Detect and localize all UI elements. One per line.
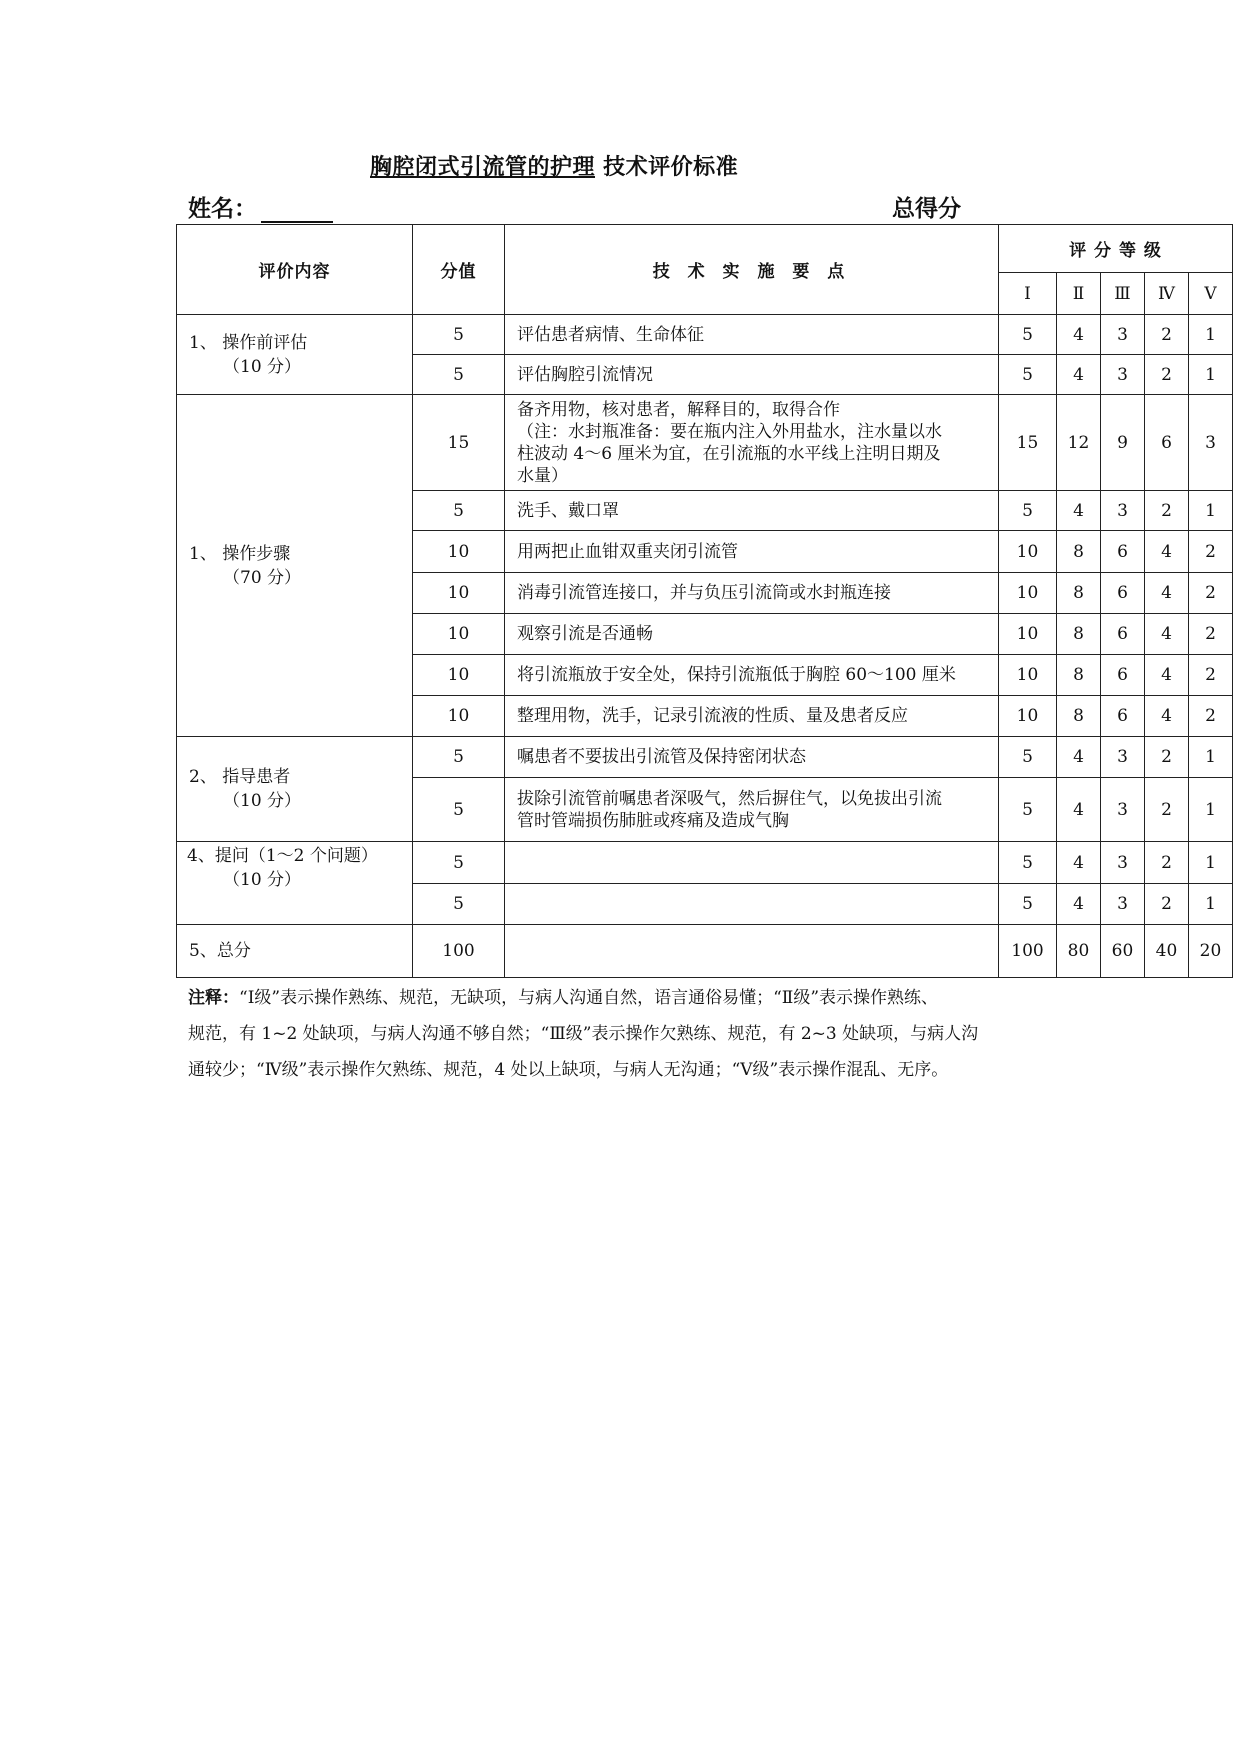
level-3: Ⅲ	[1101, 273, 1145, 315]
row-text: 嘱患者不要拔出引流管及保持密闭状态	[505, 737, 999, 778]
grade-cell: 5	[999, 842, 1057, 884]
grade-cell: 8	[1057, 614, 1101, 655]
grade-cell: 1	[1189, 884, 1233, 925]
row-score: 10	[413, 614, 505, 655]
grade-cell: 2	[1145, 884, 1189, 925]
grade-cell: 80	[1057, 925, 1101, 978]
grade-cell: 4	[1057, 355, 1101, 395]
title-underlined: 胸腔闭式引流管的护理	[370, 154, 596, 180]
grade-cell: 10	[999, 655, 1057, 696]
grade-cell: 2	[1189, 696, 1233, 737]
grade-cell: 3	[1101, 884, 1145, 925]
grade-cell: 9	[1101, 395, 1145, 491]
grade-cell: 5	[999, 778, 1057, 842]
grade-cell: 100	[999, 925, 1057, 978]
row-text: 用两把止血钳双重夹闭引流管	[505, 531, 999, 573]
grade-cell: 2	[1145, 842, 1189, 884]
row-text: 洗手、戴口罩	[505, 491, 999, 531]
grade-cell: 10	[999, 531, 1057, 573]
row-text: 整理用物，洗手，记录引流液的性质、量及患者反应	[505, 696, 999, 737]
grade-cell: 10	[999, 573, 1057, 614]
row-text: 评估胸腔引流情况	[505, 355, 999, 395]
note-line-2: 规范，有 1~2 处缺项，与病人沟通不够自然；“Ⅲ级”表示操作欠熟练、规范，有 2~3 处缺项，与病人沟	[188, 1024, 979, 1044]
grade-cell: 2	[1189, 614, 1233, 655]
name-blank[interactable]	[261, 197, 333, 223]
grade-cell: 60	[1101, 925, 1145, 978]
grade-cell: 4	[1057, 842, 1101, 884]
grade-cell: 2	[1145, 491, 1189, 531]
grade-cell: 6	[1101, 696, 1145, 737]
grade-cell: 4	[1145, 696, 1189, 737]
grade-cell: 5	[999, 315, 1057, 355]
name-field	[188, 190, 333, 223]
grade-cell: 5	[999, 355, 1057, 395]
row-score: 10	[413, 655, 505, 696]
level-2: Ⅱ	[1057, 273, 1101, 315]
grade-cell: 1	[1189, 355, 1233, 395]
grade-cell: 6	[1101, 573, 1145, 614]
grade-cell: 1	[1189, 491, 1233, 531]
row-score: 5	[413, 355, 505, 395]
grade-cell: 15	[999, 395, 1057, 491]
grade-cell: 5	[999, 491, 1057, 531]
grade-cell: 3	[1101, 842, 1145, 884]
grade-cell: 4	[1145, 614, 1189, 655]
row-score: 5	[413, 491, 505, 531]
table-row	[177, 395, 1233, 491]
grade-cell: 10	[999, 696, 1057, 737]
grade-cell: 6	[1101, 531, 1145, 573]
grade-cell: 4	[1057, 491, 1101, 531]
grade-cell: 2	[1145, 315, 1189, 355]
row-score: 10	[413, 696, 505, 737]
grade-cell: 4	[1145, 531, 1189, 573]
table-row	[177, 737, 1233, 778]
grade-cell: 4	[1145, 655, 1189, 696]
page-title	[370, 150, 738, 181]
grade-cell: 8	[1057, 573, 1101, 614]
grade-cell: 3	[1101, 315, 1145, 355]
row-score: 5	[413, 315, 505, 355]
grade-cell: 4	[1057, 884, 1101, 925]
row-text: 观察引流是否通畅	[505, 614, 999, 655]
grade-cell: 3	[1101, 355, 1145, 395]
row-score: 5	[413, 737, 505, 778]
grade-cell: 2	[1145, 355, 1189, 395]
grade-cell: 2	[1189, 655, 1233, 696]
grade-cell: 10	[999, 614, 1057, 655]
grade-cell: 6	[1101, 655, 1145, 696]
name-label: 姓名：	[188, 195, 257, 222]
total-score-label: 总得分	[892, 195, 961, 222]
row-score: 10	[413, 531, 505, 573]
grade-cell: 40	[1145, 925, 1189, 978]
header-grade: 评 分 等 级	[999, 225, 1233, 273]
grade-cell: 3	[1101, 491, 1145, 531]
table-row	[177, 315, 1233, 355]
grade-cell: 2	[1189, 531, 1233, 573]
note-line-3: 通较少；“Ⅳ级”表示操作欠熟练、规范，4 处以上缺项，与病人无沟通；“Ⅴ级”表示操作混乱、无序。	[188, 1060, 949, 1080]
note-paragraph	[188, 980, 1068, 1088]
category-questions: 4、提问（1～2 个问题） （10 分）	[177, 842, 413, 925]
category-operation-steps: 1、 操作步骤 （70 分）	[177, 395, 413, 737]
grade-cell: 6	[1145, 395, 1189, 491]
grade-cell: 1	[1189, 315, 1233, 355]
row-text: 备齐用物，核对患者，解释目的，取得合作 （注：水封瓶准备：要在瓶内注入外用盐水，注水量以水 柱波动 4～6 厘米为宜，在引流瓶的水平线上注明日期及 水量）	[505, 395, 999, 491]
grade-cell: 8	[1057, 655, 1101, 696]
grade-cell: 8	[1057, 696, 1101, 737]
header-points: 技 术 实 施 要 点	[505, 225, 999, 315]
row-score: 5	[413, 842, 505, 884]
row-text: 将引流瓶放于安全处，保持引流瓶低于胸腔 60～100 厘米	[505, 655, 999, 696]
table-row-total	[177, 925, 1233, 978]
title-rest: 技术评价标准	[595, 154, 739, 180]
row-score: 5	[413, 884, 505, 925]
evaluation-table	[176, 224, 1233, 978]
grade-cell: 4	[1057, 778, 1101, 842]
header-content: 评价内容	[177, 225, 413, 315]
row-text	[505, 842, 999, 884]
row-score: 100	[413, 925, 505, 978]
grade-cell: 4	[1057, 315, 1101, 355]
row-text: 评估患者病情、生命体征	[505, 315, 999, 355]
grade-cell: 4	[1145, 573, 1189, 614]
row-text: 消毒引流管连接口，并与负压引流筒或水封瓶连接	[505, 573, 999, 614]
level-5: Ⅴ	[1189, 273, 1233, 315]
grade-cell: 2	[1145, 737, 1189, 778]
grade-cell: 2	[1145, 778, 1189, 842]
grade-cell: 5	[999, 884, 1057, 925]
table-row	[177, 842, 1233, 884]
grade-cell: 3	[1101, 737, 1145, 778]
grade-cell: 2	[1189, 573, 1233, 614]
level-1: Ⅰ	[999, 273, 1057, 315]
row-text	[505, 925, 999, 978]
category-patient-guidance: 2、 指导患者 （10 分）	[177, 737, 413, 842]
grade-cell: 1	[1189, 737, 1233, 778]
grade-cell: 1	[1189, 842, 1233, 884]
grade-cell: 1	[1189, 778, 1233, 842]
row-text	[505, 884, 999, 925]
row-score: 5	[413, 778, 505, 842]
grade-cell: 3	[1101, 778, 1145, 842]
note-label: 注释：	[188, 988, 239, 1008]
grade-cell: 20	[1189, 925, 1233, 978]
grade-cell: 3	[1189, 395, 1233, 491]
grade-cell: 6	[1101, 614, 1145, 655]
grade-cell: 5	[999, 737, 1057, 778]
grade-cell: 12	[1057, 395, 1101, 491]
note-line-1: “Ⅰ级”表示操作熟练、规范，无缺项，与病人沟通自然，语言通俗易懂；“Ⅱ级”表示操作熟练、	[239, 988, 939, 1008]
grade-cell: 4	[1057, 737, 1101, 778]
row-score: 10	[413, 573, 505, 614]
category-total: 5、总分	[177, 925, 413, 978]
row-score: 15	[413, 395, 505, 491]
header-score: 分值	[413, 225, 505, 315]
level-4: Ⅳ	[1145, 273, 1189, 315]
row-text: 拔除引流管前嘱患者深吸气，然后摒住气，以免拔出引流 管时管端损伤肺脏或疼痛及造成气胸	[505, 778, 999, 842]
grade-cell: 8	[1057, 531, 1101, 573]
category-pre-assessment: 1、 操作前评估 （10 分）	[177, 315, 413, 395]
